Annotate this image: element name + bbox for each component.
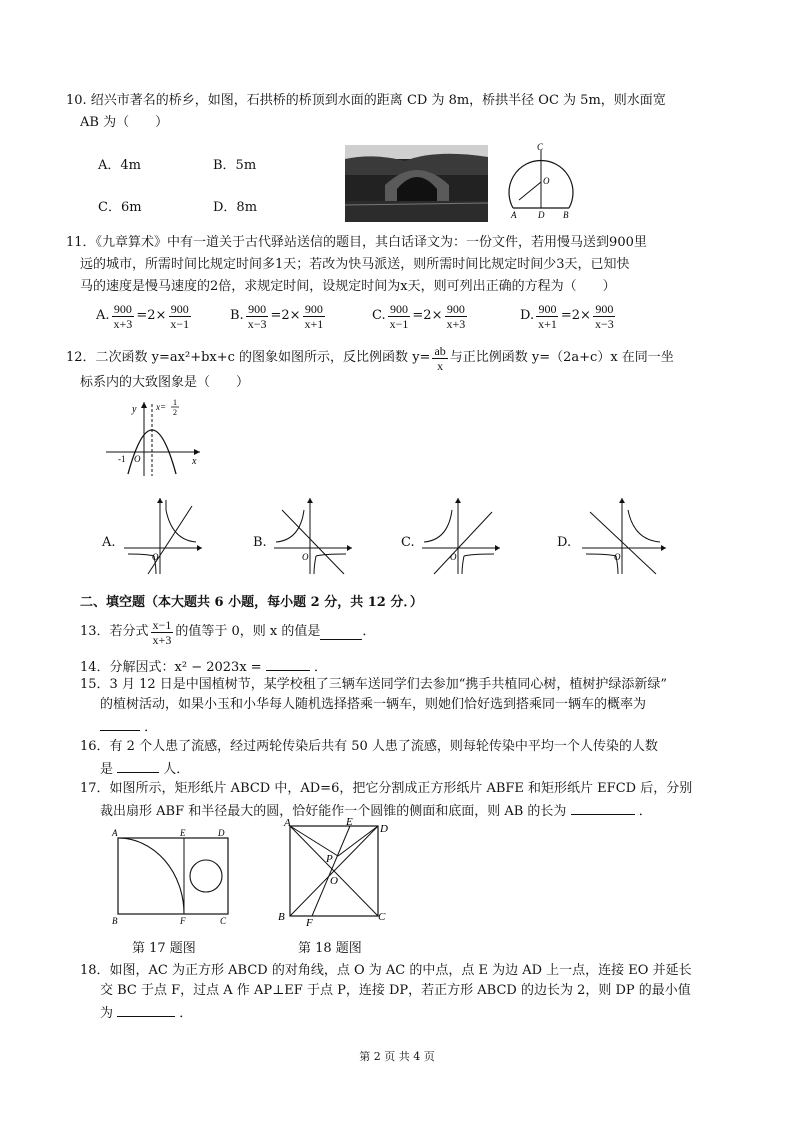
q11-line3: 马的速度是慢马速度的2倍，求规定时间，设规定时间为x天，则可列出正确的方程为（ ）: [80, 279, 616, 294]
q12-option-d-graph[interactable]: [580, 496, 670, 580]
q10-arch-figure: [505, 142, 583, 226]
label-c: C: [537, 142, 544, 152]
label-e: E: [180, 828, 186, 838]
answer-blank[interactable]: [266, 656, 310, 671]
q12-option-b-label[interactable]: B.: [253, 535, 267, 550]
q18-text-a: 为: [100, 1006, 114, 1021]
q16-line1: 16．有 2 个人患了流感，经过两轮传染后共有 50 人患了流感，则每轮传染中平均一个人传染的人数: [80, 739, 658, 754]
answer-blank[interactable]: [320, 625, 362, 640]
q13-end: ．: [362, 624, 376, 639]
label-b: B: [112, 916, 118, 926]
svg-text:O: O: [614, 552, 621, 562]
label-f: F: [180, 916, 186, 926]
q17-line1: 17．如图所示，矩形纸片 ABCD 中，AD=6，把它分割成正方形纸片 ABFE 和矩形纸片 EFCD 后，分别: [80, 781, 693, 796]
label-b: B: [278, 911, 285, 923]
q12-option-a-label[interactable]: A.: [102, 535, 116, 550]
q17-caption: 第 17 题图: [132, 941, 196, 956]
q15-end: ．: [144, 720, 158, 735]
q16-line2: [100, 758, 189, 779]
page-footer: 第 2 页 共 4 页: [359, 1050, 435, 1063]
label-d: D: [380, 823, 388, 835]
fraction: $\frac{900}{x-3}$: [594, 301, 614, 331]
fraction: $\frac{900}{x-3}$: [247, 301, 267, 331]
svg-text:O: O: [450, 552, 457, 562]
option-label: D.: [520, 308, 535, 323]
q14: [80, 656, 327, 677]
fraction: $\frac{ab}{x}$: [434, 343, 446, 373]
q12-option-c-graph[interactable]: [420, 496, 504, 580]
fraction: $\frac{900}{x+1}$: [304, 301, 324, 331]
q18-figure: [276, 816, 391, 932]
q13: [80, 614, 375, 650]
label-p: P: [326, 853, 333, 865]
fraction: $\frac{900}{x+1}$: [538, 301, 557, 331]
fraction: $\frac{900}{x+3}$: [446, 301, 466, 331]
equals: =2×: [560, 308, 591, 323]
q12-option-b-graph[interactable]: [272, 496, 356, 580]
q17-end: ．: [638, 804, 652, 819]
label-o: O: [543, 176, 550, 186]
label-f: F: [306, 917, 313, 928]
q17-text: 裁出扇形 ABF 和半径最大的圆，恰好能作一个圆锥的侧面和底面，则 AB 的长为: [100, 804, 567, 819]
label-e: E: [346, 816, 353, 828]
q11-option-a[interactable]: [96, 298, 193, 334]
q12-parabola-figure: [104, 398, 204, 482]
q11-line2: 远的城市，所需时间比规定时间多1天；若改为快马派送，则所需时间比规定时间少3天，已知快: [80, 257, 630, 272]
q16-text-b: 人．: [163, 762, 190, 777]
q17-figure: [108, 826, 238, 930]
fraction: $\frac{900}{x-1}$: [389, 301, 409, 331]
answer-blank[interactable]: [100, 716, 140, 731]
q12-option-a-graph[interactable]: [122, 496, 206, 580]
q15-line2: 的植树活动，如果小玉和小华每人随机选择搭乘一辆车，则她们恰好选到搭乘同一辆车的概率为: [100, 697, 647, 712]
q14-text: 14．分解因式：x² − 2023x =: [80, 660, 262, 675]
q18-line1: 18．如图，AC 为正方形 ABCD 的对角线，点 O 为 AC 的中点，点 E 为边 AD 上一点，连接 EO 并延长: [80, 963, 692, 978]
fraction: $\frac{x-1}{x+3}$: [152, 617, 172, 647]
label-c: C: [378, 911, 386, 923]
q11-option-d[interactable]: [520, 298, 618, 334]
label-a: A: [112, 828, 118, 838]
label-d: D: [538, 210, 545, 220]
label-o: O: [330, 875, 338, 887]
answer-blank[interactable]: [571, 800, 635, 815]
option-label: B.: [230, 308, 244, 323]
equals: =2×: [270, 308, 301, 323]
answer-blank[interactable]: [117, 1002, 175, 1017]
option-label: C.: [372, 308, 386, 323]
half-denominator: 2: [173, 408, 177, 417]
q12-text-a: 12．二次函数 y=ax²+bx+c 的图象如图所示，反比例函数 y=: [66, 350, 431, 365]
equals: =2×: [412, 308, 443, 323]
option-label: A.: [96, 308, 110, 323]
svg-text:O: O: [152, 552, 159, 562]
symmetry-axis-label: x=: [156, 402, 167, 412]
q18-caption: 第 18 题图: [298, 941, 362, 956]
q13-text-b: 的值等于 0，则 x 的值是: [175, 624, 321, 639]
q15-line3: [100, 716, 157, 737]
section-fill-in-title: 二、填空题（本大题共 6 小题，每小题 2 分，共 12 分．）: [80, 595, 423, 610]
q10-option-a[interactable]: A．4m: [98, 158, 141, 173]
q11-option-c[interactable]: [372, 298, 469, 334]
label-d: D: [218, 828, 225, 838]
label-c: C: [220, 916, 227, 926]
q15-line1: 15．3 月 12 日是中国植树节，某学校租了三辆车送同学们去参加“携手共植同心树，植树护绿添新绿”: [80, 677, 668, 692]
label-neg1: -1: [118, 454, 126, 464]
q10-option-c[interactable]: C．6m: [98, 200, 142, 215]
q18-line3: [100, 1002, 192, 1023]
answer-blank[interactable]: [117, 758, 159, 773]
label-b: B: [563, 210, 569, 220]
stone-bridge-photo: [345, 145, 488, 222]
q12-text-b: 与正比例函数 y=（2a+c）x 在同一坐: [449, 350, 674, 365]
q10-line1: 10. 绍兴市著名的桥乡，如图，石拱桥的桥顶到水面的距离 CD 为 8m，桥拱半径 OC 为 5m，则水面宽: [66, 93, 666, 108]
q18-line2: 交 BC 于点 F，过点 A 作 AP⊥EF 于点 P，连接 DP，若正方形 ABCD 的边长为 2，则 DP 的最小值: [100, 983, 691, 998]
q11-option-b[interactable]: [230, 298, 327, 334]
label-a: A: [284, 817, 291, 829]
label-origin: O: [134, 454, 141, 464]
fraction: $\frac{900}{x-1}$: [170, 301, 190, 331]
axis-x-label: x: [192, 456, 197, 467]
half-numerator: 1: [173, 398, 177, 407]
fraction: $\frac{900}{x+3}$: [113, 301, 133, 331]
q14-end: ．: [313, 660, 327, 675]
q16-text-a: 是: [100, 762, 114, 777]
q18-end: ．: [179, 1006, 193, 1021]
axis-y-label: y: [132, 404, 137, 415]
q12-line1: [66, 340, 674, 376]
label-a: A: [511, 210, 517, 220]
q10-option-d[interactable]: D．8m: [213, 200, 258, 215]
q11-line1: 11．《九章算术》中有一道关于古代驿站送信的题目，其白话译文为：一份文件，若用慢马送到900里: [66, 235, 647, 250]
q13-text-a: 13．若分式: [80, 624, 149, 639]
q10-option-b[interactable]: B．5m: [213, 158, 257, 173]
q12-option-c-label[interactable]: C.: [401, 535, 415, 550]
svg-text:O: O: [302, 552, 309, 562]
q12-line2: 标系内的大致图象是（ ）: [80, 375, 250, 390]
equals: =2×: [136, 308, 167, 323]
q10-line2: AB 为（ ）: [80, 115, 169, 130]
q12-option-d-label[interactable]: D.: [557, 535, 572, 550]
